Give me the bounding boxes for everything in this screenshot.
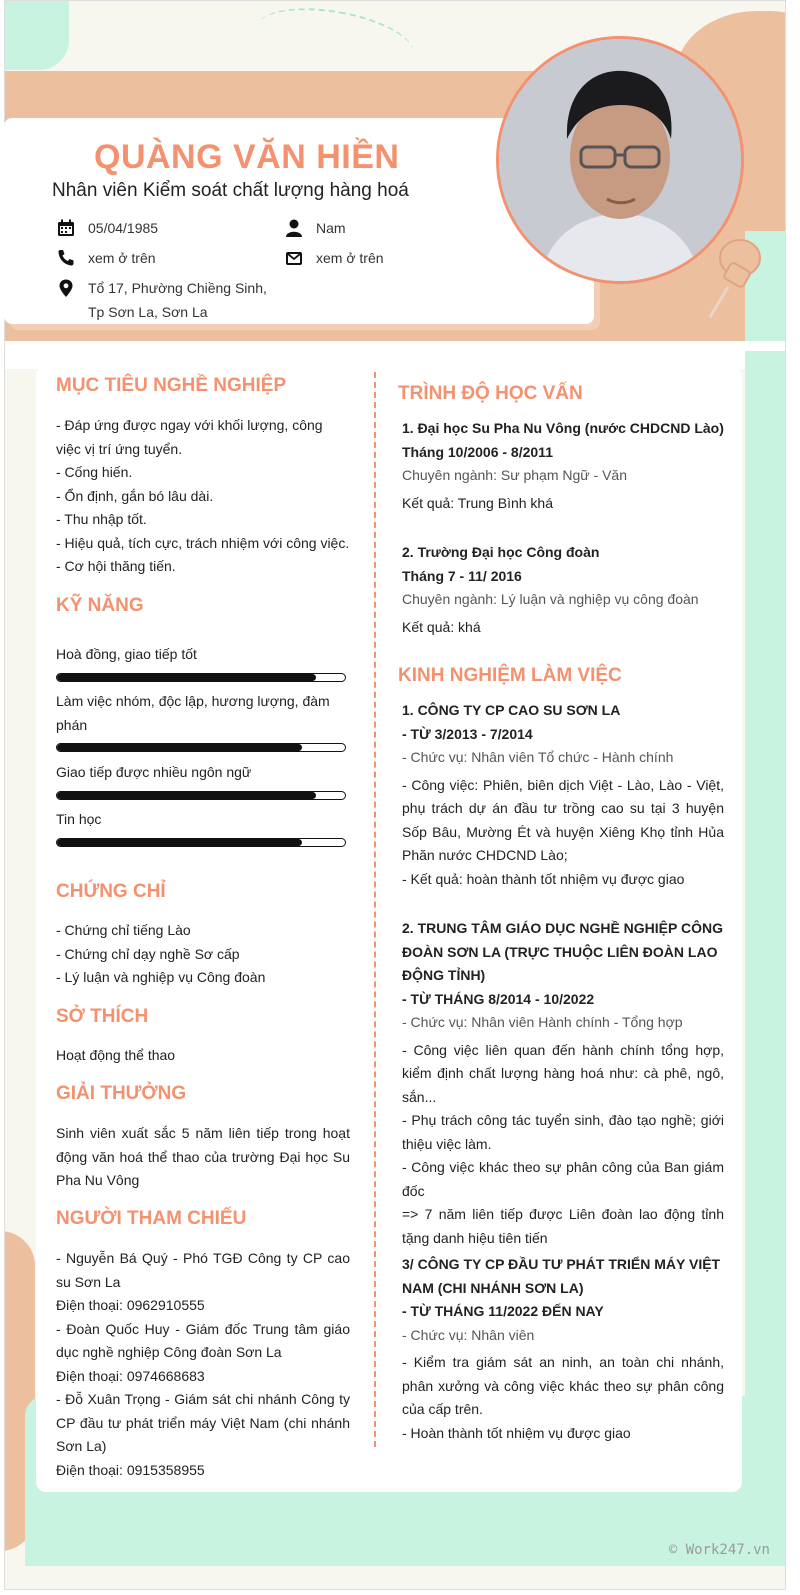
info-phone: [56, 246, 156, 270]
reference-line: - Nguyễn Bá Quý - Phó TGĐ Công ty CP cao su Sơn La: [56, 1250, 350, 1290]
skill-bar: [56, 838, 346, 847]
experience-desc: - Kiểm tra giám sát an ninh, an toàn chi nhánh, phân xưởng và công việc khác theo sự phân công của cấp trên.: [402, 1354, 724, 1417]
skill-item: [56, 643, 348, 682]
experience-desc: - Hoàn thành tốt nhiệm vụ được giao: [402, 1424, 631, 1441]
section-title-awards: GIẢI THƯỞNG: [56, 1083, 187, 1104]
certificate-list: [56, 919, 350, 990]
experience-company: 3/ CÔNG TY CP ĐẦU TƯ PHÁT TRIỂN MÁY VIỆT NAM (CHI NHÁNH SƠN LA): [402, 1256, 721, 1296]
experience-time: - TỪ 3/2013 - 7/2014: [402, 725, 533, 742]
skill-item: [56, 690, 348, 752]
experience-time: - TỪ THÁNG 8/2014 - 10/2022: [402, 990, 595, 1007]
gender-value: Nam: [316, 220, 346, 236]
education-result: Kết quả: Trung Bình khá: [402, 494, 553, 511]
certificate-line: - Chứng chỉ dạy nghề Sơ cấp: [56, 945, 240, 962]
reference-line: - Đoàn Quốc Huy - Giám đốc Trung tâm giáo dục nghề nghiệp Công đoàn Sơn La: [56, 1320, 350, 1360]
education-major: Chuyên ngành: Lý luận và nghiệp vụ công đoàn: [402, 591, 699, 607]
info-birthday: [56, 216, 158, 240]
skill-label: Làm việc nhóm, độc lập, hương lượng, đàm phán: [56, 693, 330, 733]
experience-desc: - Kết quả: hoàn thành tốt nhiệm vụ được giao: [402, 870, 685, 887]
experience-desc: => 7 năm liên tiếp được Liên đoàn lao động tỉnh tặng danh hiệu tiên tiến: [402, 1206, 724, 1246]
education-result: Kết quả: khá: [402, 618, 481, 635]
education-time: Tháng 7 - 11/ 2016: [402, 567, 522, 584]
education-item: [402, 417, 732, 515]
experience-time: - TỪ THÁNG 11/2022 ĐẾN NAY: [402, 1303, 604, 1319]
hobbies-text: Hoạt động thể thao: [56, 1047, 176, 1063]
decor-white-strip: [5, 341, 786, 369]
skill-item: [56, 808, 348, 847]
education-time: Tháng 10/2006 - 8/2011: [402, 443, 553, 460]
objective-line: - Cơ hội thăng tiến.: [56, 558, 176, 574]
skill-bar: [56, 791, 346, 800]
reference-phone: Điện thoại: 0974668683: [56, 1367, 205, 1384]
experience-desc: - Công việc khác theo sự phân công của Ban giám đốc: [402, 1159, 724, 1199]
education-school: 1. Đại học Su Pha Nu Vông (nước CHDCND Lào): [402, 420, 724, 436]
address-line-2: Tp Sơn La, Sơn La: [88, 304, 208, 320]
experience-desc: - Phụ trách công tác tuyển sinh, đào tạo nghề; giới thiệu việc làm.: [402, 1112, 724, 1152]
email-value: xem ở trên: [316, 250, 384, 266]
skill-label: Hoà đồng, giao tiếp tốt: [56, 646, 197, 662]
experience-item: [402, 917, 724, 1250]
experience-company: 2. TRUNG TÂM GIÁO DỤC NGHỀ NGHIỆP CÔNG ĐOÀN SƠN LA (TRỰC THUỘC LIÊN ĐOÀN LAO ĐỘNG TỈNH): [402, 920, 723, 983]
experience-desc: - Công việc: Phiên, biên dịch Việt - Lào, Lào - Việt, phụ trách dự án đầu tư trồng cao su tại 3 huyện Sốp Bâu, Mường Ét và huyện Xiêng Khọ tỉnh Hủa Phăn nước CHDCND Lào;: [402, 776, 724, 863]
skill-bar: [56, 673, 346, 682]
section-title-hobbies: SỞ THÍCH: [56, 1006, 149, 1027]
objective-line: - Cống hiến.: [56, 464, 133, 480]
calendar-icon: [56, 218, 76, 238]
candidate-name: QUÀNG VĂN HIỀN: [94, 138, 400, 176]
skill-label: Giao tiếp được nhiều ngôn ngữ: [56, 764, 252, 780]
certificate-line: - Lý luận và nghiệp vụ Công đoàn: [56, 969, 266, 985]
references-list: [56, 1247, 350, 1482]
experience-item: [402, 1253, 724, 1445]
certificate-line: - Chứng chỉ tiếng Lào: [56, 922, 191, 938]
skill-item: [56, 761, 348, 800]
envelope-icon: [284, 248, 304, 268]
candidate-job-title: Nhân viên Kiểm soát chất lượng hàng hoá: [52, 180, 409, 201]
skill-bar: [56, 743, 346, 752]
pushpin-icon: [700, 232, 770, 322]
experience-position: - Chức vụ: Nhân viên Tổ chức - Hành chính: [402, 749, 674, 765]
experience-item: [402, 699, 724, 891]
experience-position: - Chức vụ: Nhân viên Hành chính - Tổng hợp: [402, 1014, 683, 1030]
objective-line: - Ổn định, gắn bó lâu dài.: [56, 487, 214, 504]
experience-company: 1. CÔNG TY CP CAO SU SƠN LA: [402, 702, 621, 718]
section-title-education: TRÌNH ĐỘ HỌC VẤN: [398, 383, 583, 404]
birthday-value: 05/04/1985: [88, 220, 159, 236]
section-title-objective: MỤC TIÊU NGHỀ NGHIỆP: [56, 375, 287, 396]
skill-bar-fill: [57, 792, 316, 799]
objective-line: - Đáp ứng được ngay với khối lượng, công việc vị trí ứng tuyển.: [56, 417, 323, 457]
skill-label: Tin học: [56, 811, 102, 827]
decor-mint-column: [745, 351, 785, 1551]
phone-icon: [56, 248, 76, 268]
objective-list: [56, 414, 350, 579]
user-icon: [284, 218, 304, 238]
reference-phone: Điện thoại: 0962910555: [56, 1297, 205, 1313]
skill-bar-fill: [57, 744, 302, 751]
section-title-references: NGƯỜI THAM CHIẾU: [56, 1208, 247, 1229]
column-divider: [374, 372, 376, 1447]
skill-bar-fill: [57, 839, 302, 846]
experience-desc: - Công việc liên quan đến hành chính tổng hợp, kiểm định chất lượng hàng hoá như: cà phê, ngô, sắn...: [402, 1041, 724, 1105]
info-email: [284, 246, 384, 270]
section-title-experience: KINH NGHIỆM LÀM VIỆC: [398, 665, 622, 686]
reference-phone: Điện thoại: 0915358955: [56, 1461, 205, 1478]
awards-text: Sinh viên xuất sắc 5 năm liên tiếp trong hoạt động văn hoá thể thao của trường Đại học Su Pha Nu Vông: [56, 1125, 350, 1188]
objective-line: - Hiệu quả, tích cực, trách nhiệm với công việc.: [56, 534, 350, 551]
section-title-certificates: CHỨNG CHỈ: [56, 881, 166, 902]
location-pin-icon: [56, 278, 76, 298]
education-major: Chuyên ngành: Sư phạm Ngữ - Văn: [402, 467, 627, 483]
reference-line: - Đỗ Xuân Trọng - Giám sát chi nhánh Công ty CP đầu tư phát triển máy Việt Nam (chi nhánh Sơn La): [56, 1391, 350, 1454]
address-line-1: Tổ 17, Phường Chiềng Sinh,: [88, 280, 267, 296]
education-item: [402, 541, 732, 639]
skill-bar-fill: [57, 674, 316, 681]
decor-mint-blob: [4, 0, 69, 70]
phone-value: xem ở trên: [88, 250, 156, 266]
objective-line: - Thu nhập tốt.: [56, 511, 147, 527]
info-gender: [284, 216, 346, 240]
education-school: 2. Trường Đại học Công đoàn: [402, 544, 600, 560]
experience-position: - Chức vụ: Nhân viên: [402, 1326, 535, 1343]
section-title-skills: KỸ NĂNG: [56, 595, 144, 616]
info-address: [56, 276, 267, 324]
watermark: © Work247.vn: [668, 1542, 770, 1558]
